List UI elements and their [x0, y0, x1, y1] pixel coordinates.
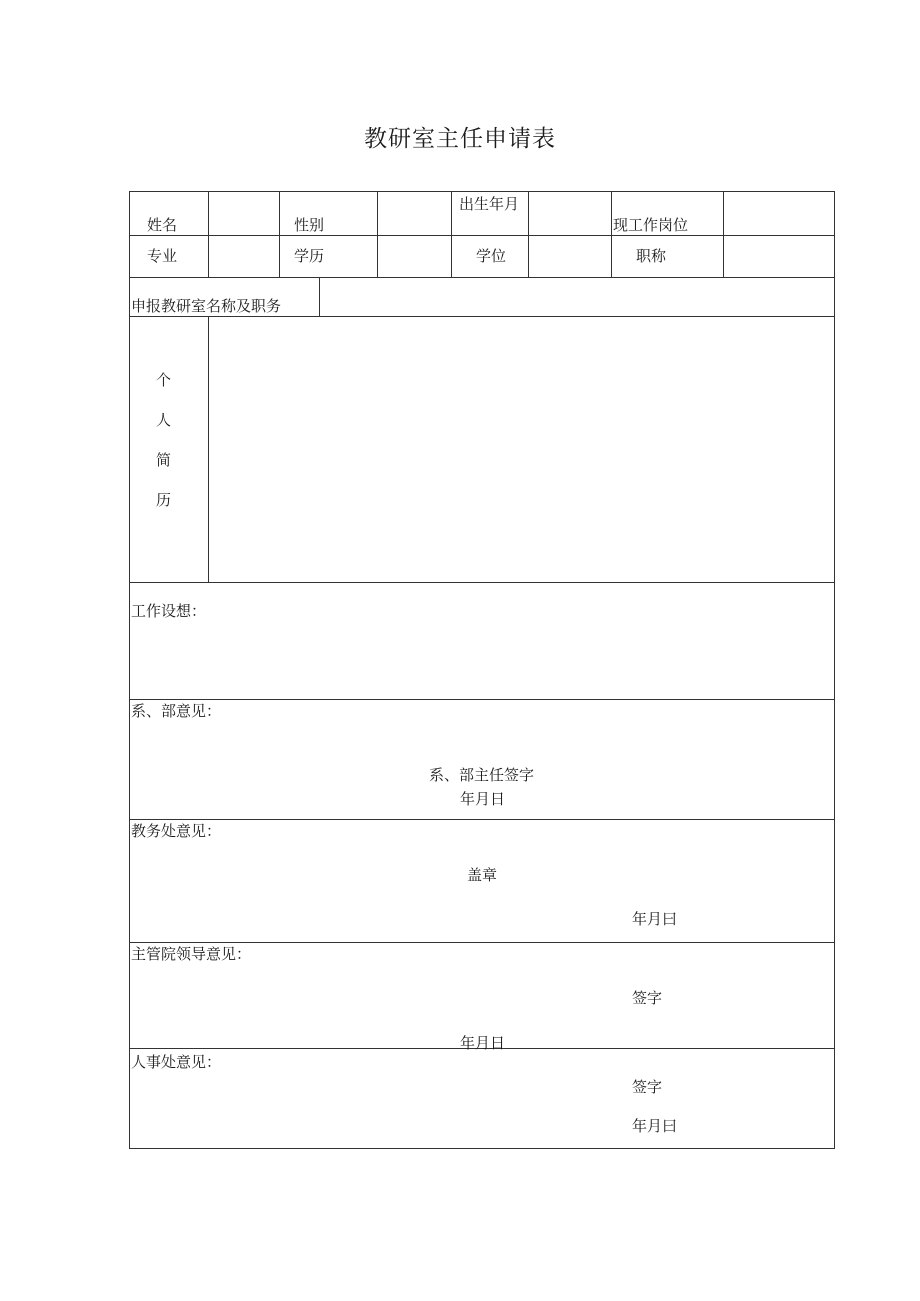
row-divider — [129, 942, 835, 943]
hr-signature-label: 签字 — [632, 1078, 663, 1096]
leader-signature-label: 签字 — [632, 989, 663, 1007]
form-title: 教研室主任申请表 — [364, 126, 556, 152]
department-opinion-field[interactable] — [130, 722, 834, 762]
professional-title-label: 职称 — [636, 247, 667, 265]
hr-opinion-field[interactable] — [130, 1073, 834, 1077]
birth-date-field[interactable] — [529, 192, 611, 235]
birth-date-label: 出生年月 — [459, 195, 520, 213]
resume-label-char: 人 — [156, 411, 172, 429]
gender-label: 性别 — [294, 216, 325, 234]
row-divider — [129, 819, 835, 820]
academic-affairs-date-label: 年月曰 — [632, 910, 678, 928]
department-head-signature-label: 系、部主任签字 — [429, 766, 535, 784]
work-plan-field[interactable] — [130, 622, 834, 698]
row-divider — [129, 582, 835, 583]
degree-label: 学位 — [476, 247, 507, 265]
column-divider — [611, 191, 612, 277]
column-divider — [451, 191, 452, 277]
gender-field[interactable] — [378, 192, 451, 235]
education-field[interactable] — [378, 236, 451, 277]
professional-title-field[interactable] — [724, 236, 834, 277]
name-field[interactable] — [209, 192, 279, 235]
apply-office-label: 申报教研室名称及职务 — [131, 297, 282, 315]
hr-date-label: 年月曰 — [632, 1117, 678, 1135]
current-position-label: 现工作岗位 — [613, 216, 689, 234]
leader-date-label: 年月日 — [460, 1034, 506, 1052]
leader-opinion-field[interactable] — [130, 965, 834, 985]
hr-opinion-label: 人事处意见： — [131, 1053, 222, 1071]
education-label: 学历 — [294, 247, 325, 265]
table-border-right — [834, 191, 835, 1148]
major-label: 专业 — [147, 247, 178, 265]
leader-opinion-label: 主管院领导意见： — [131, 945, 252, 963]
major-field[interactable] — [209, 236, 279, 277]
department-opinion-label: 系、部意见： — [131, 702, 222, 720]
academic-affairs-opinion-field[interactable] — [130, 842, 834, 862]
resume-label-char: 个 — [156, 371, 172, 389]
column-divider — [279, 191, 280, 277]
resume-label-char: 简 — [156, 451, 172, 469]
apply-office-field[interactable] — [320, 278, 834, 316]
resume-field[interactable] — [209, 317, 834, 582]
resume-label-char: 历 — [156, 491, 172, 509]
row-divider — [129, 699, 835, 700]
academic-affairs-seal-label: 盖章 — [467, 866, 498, 884]
degree-field[interactable] — [529, 236, 611, 277]
work-plan-label: 工作设想： — [131, 602, 207, 620]
department-date-label: 年月日 — [460, 790, 506, 808]
current-position-field[interactable] — [724, 192, 834, 235]
table-border-bottom — [129, 1148, 835, 1149]
name-label: 姓名 — [147, 216, 178, 234]
academic-affairs-opinion-label: 教务处意见： — [131, 822, 222, 840]
